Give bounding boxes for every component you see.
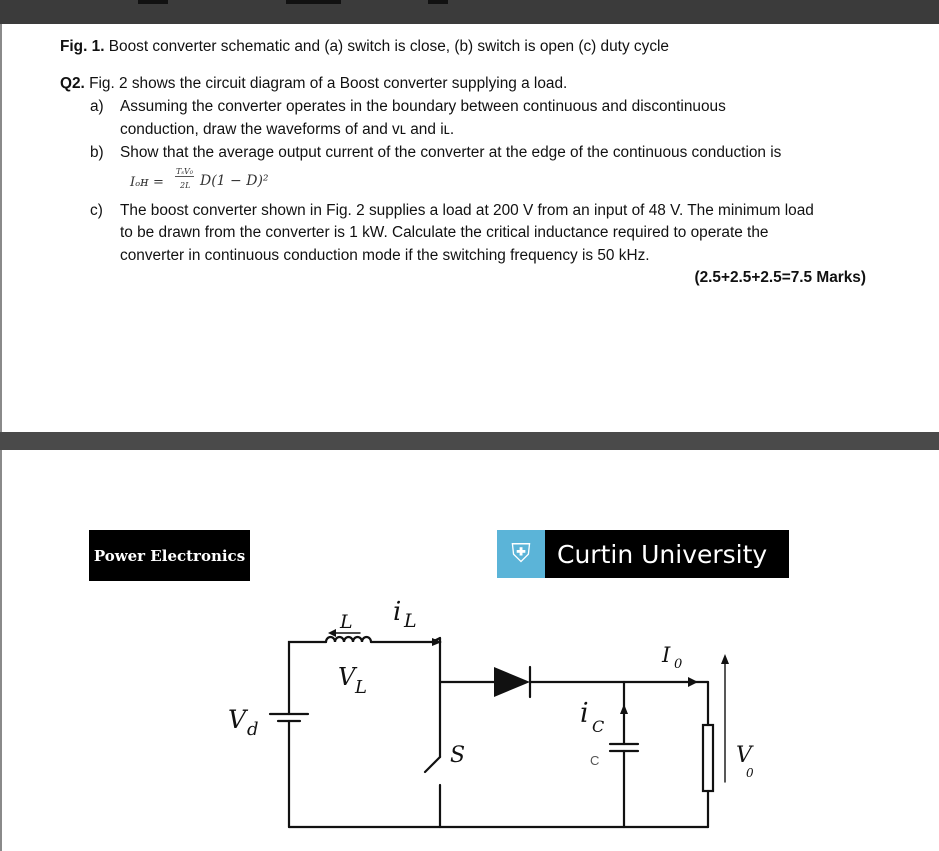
label-l: L <box>340 611 353 633</box>
part-a-marker: a) <box>90 98 104 115</box>
switch-blade <box>425 757 440 772</box>
label-io: I <box>662 643 671 667</box>
part-c-line: converter in continuous conduction mode if the switching frequency is 50 kHz. <box>120 247 650 264</box>
label-il-sub: L <box>404 610 417 632</box>
label-c: C <box>590 753 600 768</box>
part-b-line: Show that the average output current of the converter at the edge of the continuous conduction is <box>120 144 782 161</box>
marks-allocation: (2.5+2.5+2.5=7.5 Marks) <box>694 269 866 286</box>
part-b-marker: b) <box>90 144 104 161</box>
label-vd-sub: d <box>247 719 259 740</box>
ic-arrowhead <box>620 704 628 714</box>
part-c-line: The boost converter shown in Fig. 2 supplies a load at 200 V from an input of 48 V. The minimum load <box>120 202 814 219</box>
label-vd: V <box>228 705 247 734</box>
part-a-line: conduction, draw the waveforms of and vʟ and iʟ. <box>120 121 455 138</box>
shield-icon: ⛨ <box>497 530 545 578</box>
curtin-university-name: Curtin University <box>557 539 768 569</box>
power-electronics-logo: Power Electronics <box>89 530 250 581</box>
label-vl: V <box>338 663 356 691</box>
vo-arrowhead <box>721 654 729 664</box>
part-a-line: Assuming the converter operates in the boundary between continuous and discontinuous <box>120 98 726 115</box>
part-c-marker: c) <box>90 202 103 219</box>
label-il: i <box>393 597 402 627</box>
fig1-text: Boost converter schematic and (a) switch is close, (b) switch is open (c) duty cycle <box>104 38 669 55</box>
formula-lhs: Iₒʜ = <box>130 175 164 190</box>
q2-intro: Fig. 2 shows the circuit diagram of a Boost converter supplying a load. <box>84 75 568 92</box>
load-resistor <box>703 725 713 791</box>
io-arrowhead <box>688 677 698 687</box>
label-vo: V <box>736 743 752 768</box>
label-ic-sub: C <box>592 717 605 736</box>
formula-denominator: 2L <box>180 181 191 190</box>
q2-label: Q2. <box>60 75 85 92</box>
formula-numerator: TₛV₀ <box>176 167 194 176</box>
label-vo-sub: 0 <box>746 766 754 780</box>
vl-arrowhead <box>328 629 336 637</box>
part-c-line: to be drawn from the converter is 1 kW. Calculate the critical inductance required to operate the <box>120 224 769 241</box>
formula-rhs: D(1 − D)² <box>200 173 269 189</box>
inductor-coil <box>326 637 371 642</box>
fig1-label: Fig. 1. <box>60 38 105 55</box>
wire <box>289 642 326 714</box>
label-vl-sub: L <box>355 677 367 698</box>
diode-triangle <box>494 667 530 697</box>
label-s: S <box>450 743 466 768</box>
label-ic: i <box>580 698 589 729</box>
label-io-sub: 0 <box>674 657 683 672</box>
